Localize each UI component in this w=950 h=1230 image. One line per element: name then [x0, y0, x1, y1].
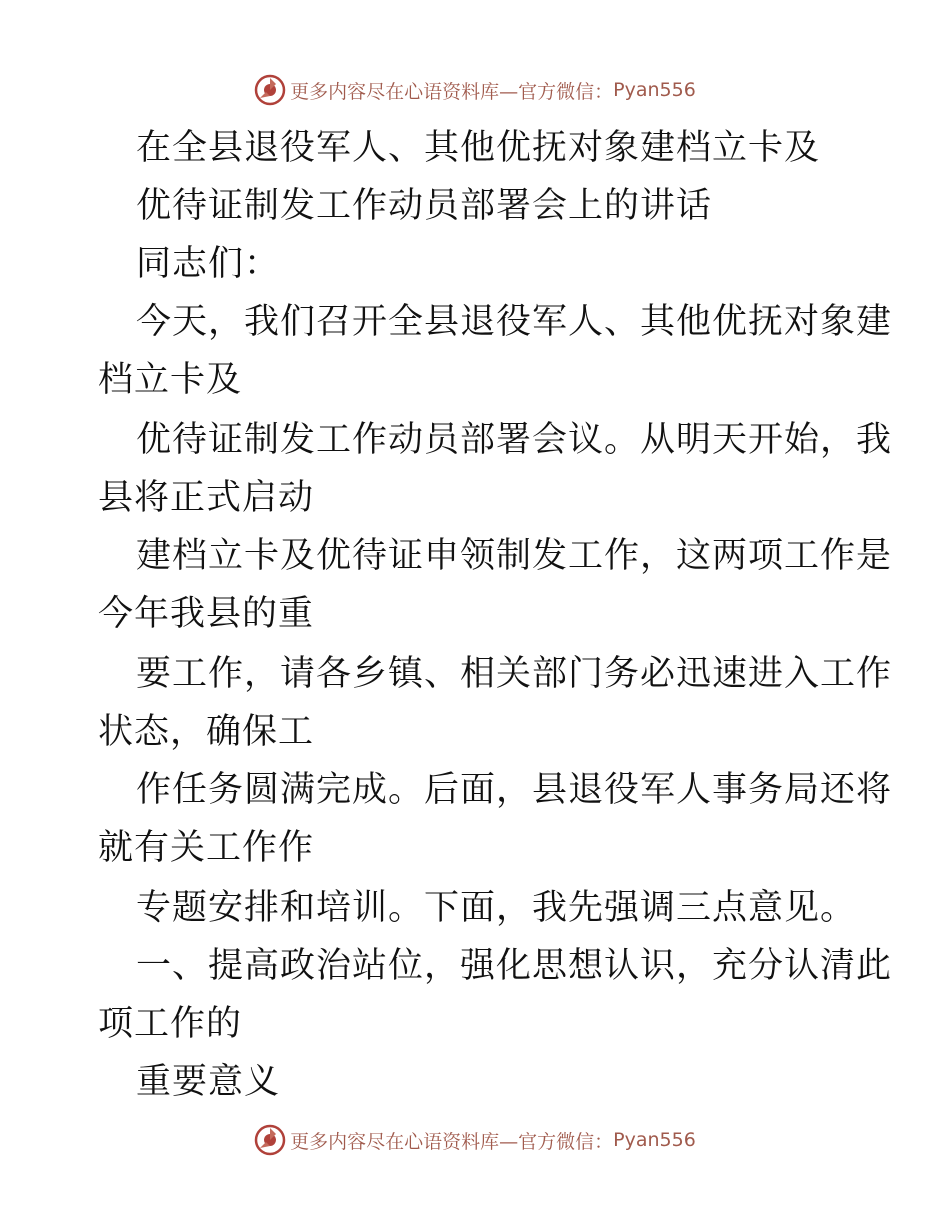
- paragraph-line: 重要意义: [136, 1062, 281, 1102]
- salutation: 同志们：: [136, 244, 281, 284]
- brand-logo-icon: [254, 1124, 286, 1156]
- banner-site-text: 更多内容尽在心语资料库—官方微信：: [290, 80, 614, 103]
- paragraph-line: 作任务圆满完成。后面，县退役军人事务局还将: [136, 770, 893, 810]
- paragraph-line: 优待证制发工作动员部署会议。从明天开始，我: [136, 420, 893, 460]
- banner-contact-id: Pyan556: [613, 1129, 696, 1151]
- paragraph-line: 专题安排和培训。下面，我先强调三点意见。: [136, 888, 857, 928]
- paragraph-line: 今天，我们召开全县退役军人、其他优抚对象建: [136, 302, 893, 342]
- footer-banner: [0, 1120, 950, 1160]
- title-line-2: 优待证制发工作动员部署会上的讲话: [136, 186, 713, 226]
- paragraph-line: 状态，确保工: [98, 712, 315, 752]
- paragraph-line: 要工作，请各乡镇、相关部门务必迅速进入工作: [136, 654, 893, 694]
- banner-contact-id: Pyan556: [613, 79, 696, 101]
- paragraph-line: 建档立卡及优待证申领制发工作，这两项工作是: [136, 536, 893, 576]
- section-heading-line: 项工作的: [98, 1004, 243, 1044]
- header-banner: [0, 70, 950, 110]
- paragraph-line: 档立卡及: [98, 360, 243, 400]
- paragraph-line: 县将正式启动: [98, 478, 315, 518]
- title-line-1: 在全县退役军人、其他优抚对象建档立卡及: [136, 128, 821, 168]
- paragraph-line: 就有关工作作: [98, 828, 315, 868]
- paragraph-line: 今年我县的重: [98, 594, 315, 634]
- brand-logo-icon: [254, 74, 286, 106]
- banner-site-text: 更多内容尽在心语资料库—官方微信：: [290, 1130, 614, 1153]
- section-heading-line: 一、提高政治站位，强化思想认识，充分认清此: [136, 946, 893, 986]
